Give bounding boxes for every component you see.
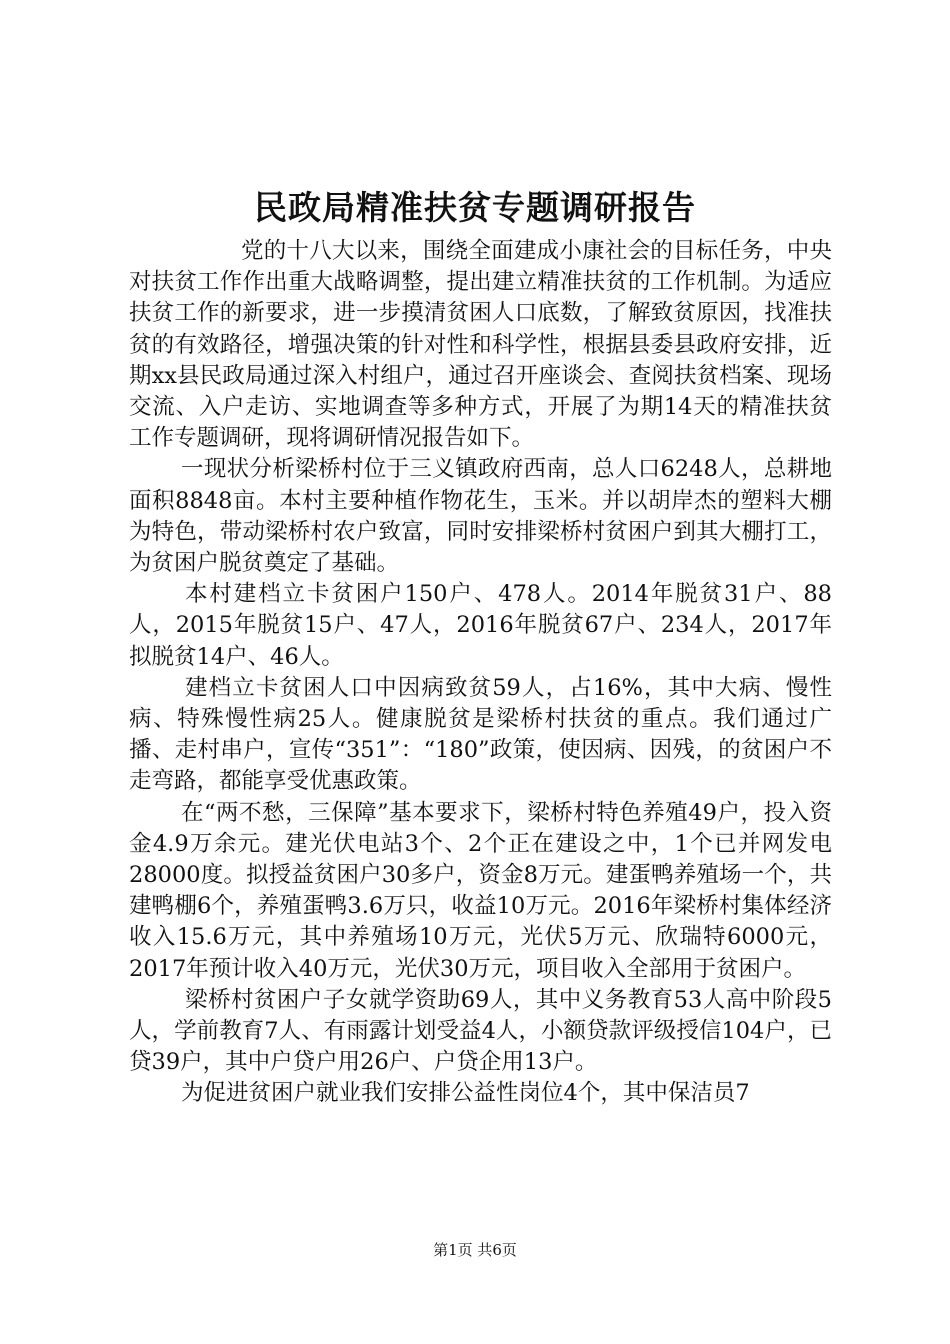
paragraph-intro: 党的十八大以来，围绕全面建成小康社会的目标任务，中央对扶贫工作作出重大战略调整，提出建立精准扶贫的工作机制。为适应扶贫工作的新要求，进一步摸清贫困人口底数，了解致贫原因，找准扶贫的有效路径，增强决策的针对性和科学性，根据县委县政府安排，近期xx县民政局通过深入村组户，通过召开座谈会、查阅扶贫档案、现场交流、入户走访、实地调查等多种方式，开展了为期14天的精准扶贫工作专题调研，现将调研情况报告如下。: [129, 238, 832, 452]
page-footer: 第1页 共6页: [433, 1241, 517, 1259]
paragraph-industry: 在“两不愁，三保障”基本要求下，梁桥村特色养殖49户，投入资金4.9万余元。建光伏电站3个、2个正在建设之中，1个已并网发电28000度。拟授益贫困户30多户，资金8万元。建蛋鸭养殖场一个，共建鸭棚6个，养殖蛋鸭3.6万只，收益10万元。2016年梁桥村集体经济收入15.6万元，其中养殖场10万元，光伏5万元、欣瑞特6000元，2017年预计收入40万元，光伏30万元，项目收入全部用于贫困户。: [129, 799, 832, 982]
paragraph-employment: 为促进贫困户就业我们安排公益性岗位4个，其中保洁员7: [181, 1080, 750, 1107]
paragraph-health-poverty: 建档立卡贫困人口中因病致贫59人，占16%，其中大病、慢性病、特殊慢性病25人。健康脱贫是梁桥村扶贫的重点。我们通过广播、走村串户，宣传“351”：“180”政策，使因病、因残，的贫困户不走弯路，都能享受优惠政策。: [129, 674, 832, 795]
paragraph-poor-households: 本村建档立卡贫困户150户、478人。2014年脱贫31户、88人，2015年脱贫15户、47人，2016年脱贫67户、234人，2017年拟脱贫14户、46人。: [129, 581, 832, 670]
document-body: [129, 236, 832, 1110]
document-title: 民政局精准扶贫专题调研报告: [254, 188, 696, 227]
paragraph-education: 梁桥村贫困户子女就学资助69人，其中义务教育53人高中阶段5人，学前教育7人、有雨露计划受益4人，小额贷款评级授信104户，已贷39户，其中户贷户用26户、户贷企用13户。: [129, 986, 832, 1076]
paragraph-status-analysis: 一现状分析梁桥村位于三义镇政府西南，总人口6248人，总耕地面积8848亩。本村主要种植作物花生，玉米。并以胡岸杰的塑料大棚为特色，带动梁桥村农户致富，同时安排梁桥村贫困户到其大棚打工，为贫困户脱贫奠定了基础。: [129, 456, 832, 577]
